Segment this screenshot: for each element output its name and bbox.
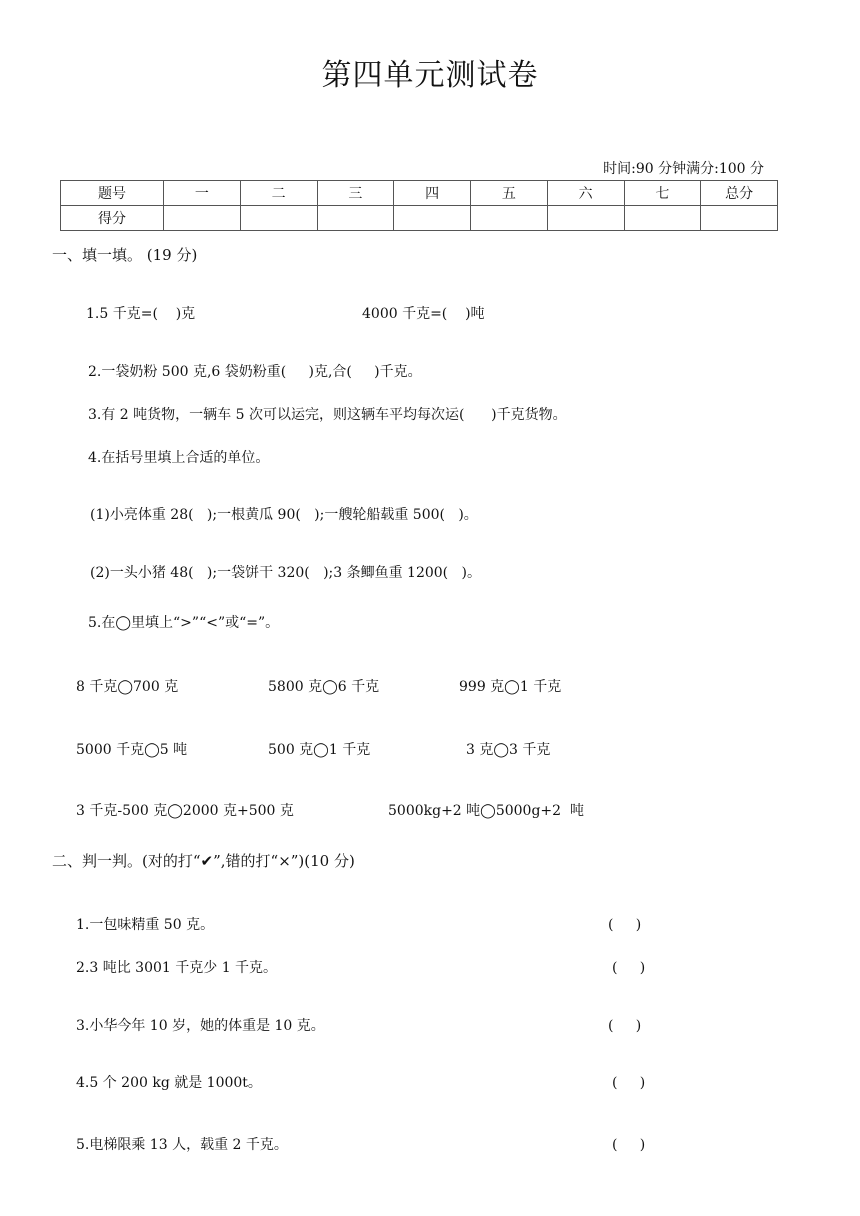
compare-item: 999 克◯1 千克 [459,679,562,695]
judge-item: 2.3 吨比 3001 千克少 1 千克。 [76,960,278,976]
score-cell[interactable] [240,206,317,231]
score-cell[interactable] [471,206,548,231]
judge-item: 5.电梯限乘 13 人，载重 2 千克。 [76,1137,288,1153]
compare-item: 500 克◯1 千克 [268,742,371,758]
answer-bracket[interactable]: ( ) [612,960,646,976]
compare-item: 3 克◯3 千克 [466,742,551,758]
answer-bracket[interactable]: ( ) [612,1137,646,1153]
question-1a: 1.5 千克=( )克 [86,306,196,322]
compare-item: 3 千克-500 克◯2000 克+500 克 [76,803,294,819]
score-cell[interactable] [547,206,624,231]
header-cell: 一 [164,181,241,206]
score-table-header-row [61,181,778,206]
judge-item: 3.小华今年 10 岁，她的体重是 10 克。 [76,1018,325,1034]
answer-bracket[interactable]: ( ) [608,1018,642,1034]
score-cell[interactable] [394,206,471,231]
score-table [60,180,778,231]
question-2: 2.一袋奶粉 500 克,6 袋奶粉重( )克,合( )千克。 [88,364,422,380]
header-cell: 五 [471,181,548,206]
compare-item: 8 千克◯700 克 [76,679,179,695]
question-4: 4.在括号里填上合适的单位。 [88,450,270,466]
header-cell: 三 [317,181,394,206]
question-4-2: (2)一头小猪 48( );一袋饼干 320( );3 条鲫鱼重 1200( )。 [90,565,481,581]
question-1b: 4000 千克=( )吨 [362,306,485,322]
judge-item: 1.一包味精重 50 克。 [76,917,215,933]
compare-item: 5800 克◯6 千克 [268,679,380,695]
compare-item: 5000 千克◯5 吨 [76,742,188,758]
page-title: 第四单元测试卷 [321,58,539,93]
score-cell[interactable] [317,206,394,231]
header-cell: 四 [394,181,471,206]
header-cell: 七 [624,181,701,206]
judge-item: 4.5 个 200 kg 就是 1000t。 [76,1075,262,1091]
compare-item: 5000kg+2 吨◯5000g+2 吨 [388,803,584,819]
header-cell: 总分 [701,181,778,206]
score-cell[interactable] [624,206,701,231]
section1-heading: 一、填一填。 (19 分) [52,246,198,264]
header-cell: 六 [547,181,624,206]
question-5: 5.在◯里填上“>”“<”或“=”。 [88,615,280,631]
section2-heading: 二、判一判。(对的打“✔”,错的打“×”)(10 分) [52,852,355,870]
answer-bracket[interactable]: ( ) [608,917,642,933]
header-cell: 题号 [61,181,164,206]
question-3: 3.有 2 吨货物，一辆车 5 次可以运完，则这辆车平均每次运( )千克货物。 [88,407,567,423]
row-label-cell: 得分 [61,206,164,231]
time-and-score-info: 时间:90 分钟满分:100 分 [603,161,764,177]
answer-bracket[interactable]: ( ) [612,1075,646,1091]
score-cell[interactable] [164,206,241,231]
score-cell[interactable] [701,206,778,231]
score-table-score-row [61,206,778,231]
header-cell: 二 [240,181,317,206]
question-4-1: (1)小亮体重 28( );一根黄瓜 90( );一艘轮船载重 500( )。 [90,507,478,523]
